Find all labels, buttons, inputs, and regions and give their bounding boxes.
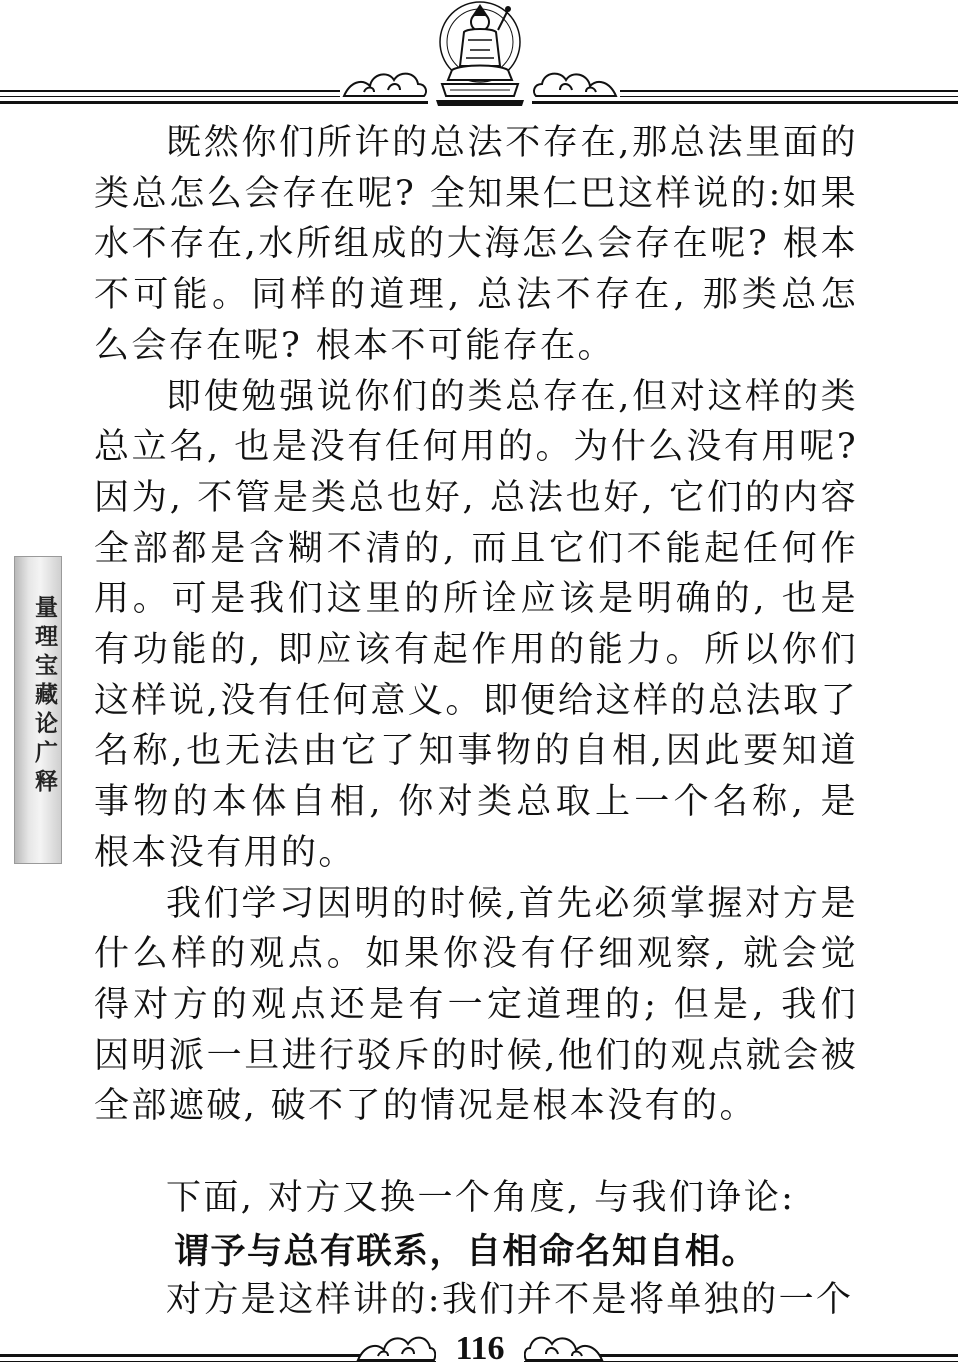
header-deity-emblem-icon <box>428 0 532 108</box>
header-cloud-right-icon <box>532 62 620 100</box>
paragraph-1: 既然你们所许的总法不存在,那总法里面的类总怎么会存在呢? 全知果仁巴这样说的:如果水不存在,水所组成的大海怎么会存在呢? 根本不可能。同样的道理, 总法不存在, 那类总怎么会存在呢? 根本不可能存在。 <box>94 123 858 366</box>
continuation-line: 对方是这样讲的:我们并不是将单独的一个 <box>166 1280 854 1320</box>
main-text <box>94 118 858 1132</box>
side-tab-book-title: 量理宝藏论广释 <box>31 595 58 798</box>
page-number: 116 <box>436 1328 524 1369</box>
footer-cloud-left-icon <box>356 1328 436 1362</box>
paragraph-2: 即使勉强说你们的类总存在,但对这样的类总立名, 也是没有任何用的。为什么没有用呢? 因为, 不管是类总也好, 总法也好, 它们的内容全部都是含糊不清的, 而且它们不能起任何作用。可是我们这里的所诠应该是明确的, 也是有功能的, 即应该有起作用的能力。所以你们这样说,没有任何意义。即便给这样的总法取了名称,也无法由它了知事物的自相,因此要知道事物的本体自相, 你对类总取上一个名称, 是根本没有用的。 <box>94 376 858 873</box>
lead-in-line: 下面, 对方又换一个角度, 与我们诤论: <box>166 1178 796 1218</box>
header-cloud-left-icon <box>340 62 428 100</box>
verse-line: 谓予与总有联系，自相命名知自相。 <box>174 1232 759 1272</box>
footer-cloud-right-icon <box>524 1328 604 1362</box>
paragraph-3: 我们学习因明的时候,首先必须掌握对方是什么样的观点。如果你没有仔细观察, 就会觉得对方的观点还是有一定道理的; 但是, 我们因明派一旦进行驳斥的时候,他们的观点就会被全部遮破, 破不了的情况是根本没有的。 <box>94 883 858 1127</box>
side-tab <box>14 556 62 864</box>
